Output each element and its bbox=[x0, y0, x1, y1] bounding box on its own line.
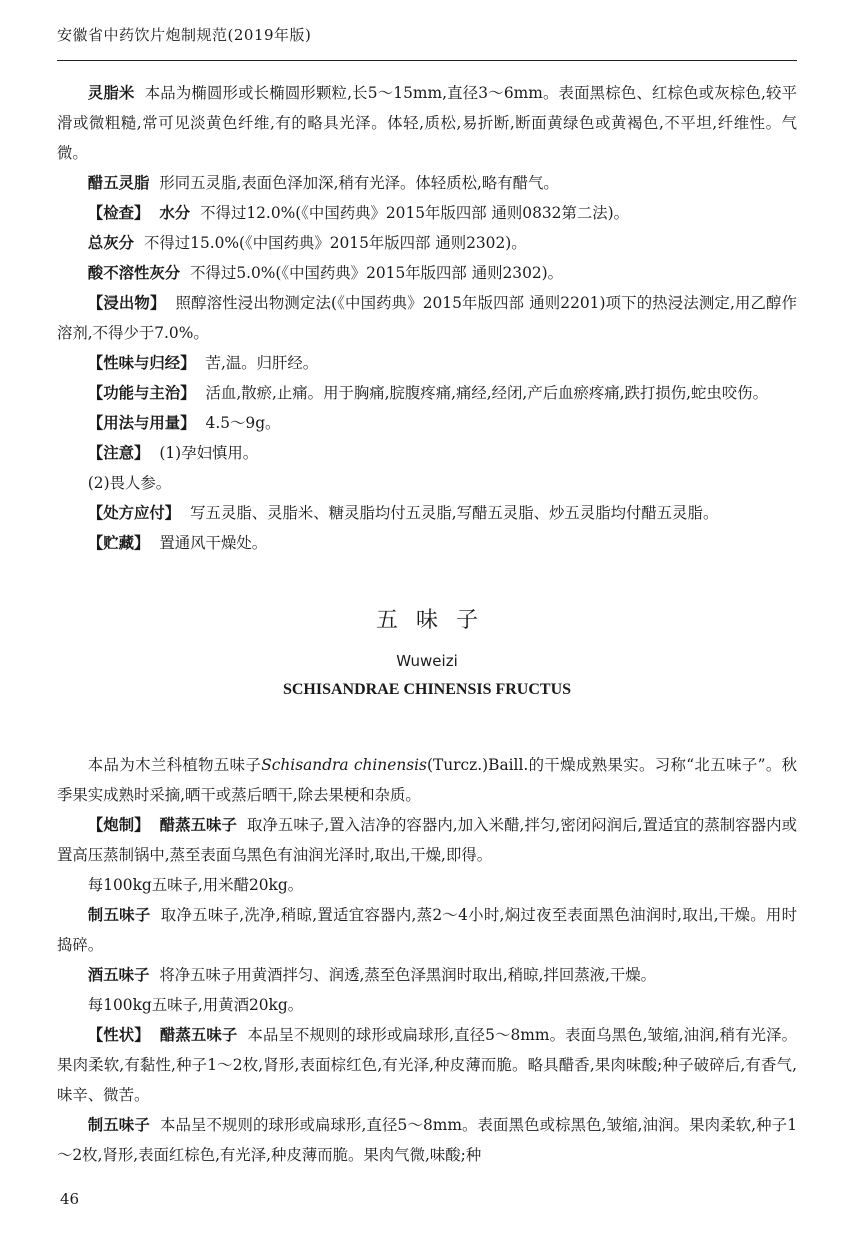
paragraph-text: 每100kg五味子,用黄酒20kg。 bbox=[87, 996, 304, 1014]
section-heading: 【性状】 bbox=[87, 1026, 150, 1044]
subsection-label: 制五味子 bbox=[87, 906, 151, 924]
subsection-label: 醋五灵脂 bbox=[87, 174, 150, 192]
paragraph bbox=[57, 1020, 797, 1110]
paragraph-text: (2)畏人参。 bbox=[87, 474, 172, 492]
header-rule bbox=[57, 60, 797, 61]
paragraph bbox=[57, 258, 797, 288]
paragraph-text: 取净五味子,洗净,稍晾,置适宜容器内,蒸2～4小时,焖过夜至表面黑色油润时,取出,干燥。用时捣碎。 bbox=[57, 906, 797, 954]
entry-latin-name: SCHISANDRAE CHINENSIS FRUCTUS bbox=[282, 681, 572, 698]
paragraph bbox=[57, 960, 797, 990]
paragraph bbox=[57, 78, 797, 168]
running-header: 安徽省中药饮片炮制规范(2019年版) bbox=[57, 26, 312, 44]
paragraph bbox=[57, 1110, 797, 1170]
subsection-label: 灵脂米 bbox=[87, 84, 135, 102]
paragraph bbox=[57, 198, 797, 228]
section-heading: 【贮藏】 bbox=[87, 534, 150, 552]
paragraph bbox=[57, 990, 797, 1020]
subsection-label: 醋蒸五味子 bbox=[159, 1026, 238, 1044]
paragraph bbox=[57, 750, 797, 810]
section-heading: 【用法与用量】 bbox=[87, 414, 196, 432]
paragraph-text: 取净五味子,置入洁净的容器内,加入米醋,拌匀,密闭闷润后,置适宜的蒸制容器内或置高压蒸制锅中,蒸至表面乌黑色有油润光泽时,取出,干燥,即得。 bbox=[57, 816, 797, 864]
paragraph-text: (1)孕妇慎用。 bbox=[159, 444, 259, 462]
paragraph bbox=[57, 288, 797, 348]
section-heading: 【浸出物】 bbox=[87, 294, 166, 312]
paragraph-text: 不得过5.0%(《中国药典》2015年版四部 通则2302)。 bbox=[190, 264, 564, 282]
paragraph-text: 每100kg五味子,用米醋20kg。 bbox=[87, 876, 304, 894]
subsection-label: 总灰分 bbox=[87, 234, 134, 252]
paragraph bbox=[57, 378, 797, 408]
entry-title: 五味子 bbox=[375, 608, 496, 633]
section-heading: 【功能与主治】 bbox=[87, 384, 196, 402]
section-heading: 【性味与归经】 bbox=[87, 354, 196, 372]
subsection-label: 制五味子 bbox=[87, 1116, 150, 1134]
section-heading: 【注意】 bbox=[87, 444, 150, 462]
paragraph bbox=[57, 528, 797, 558]
paragraph-text: 苦,温。归肝经。 bbox=[205, 354, 319, 372]
species-name: Schisandra chinensis bbox=[261, 756, 427, 774]
subsection-label: 酒五味子 bbox=[87, 966, 150, 984]
section-heading: 【炮制】 bbox=[87, 816, 150, 834]
paragraph-text: 写五灵脂、灵脂米、糖灵脂均付五灵脂,写醋五灵脂、炒五灵脂均付醋五灵脂。 bbox=[190, 504, 719, 522]
page-number: 46 bbox=[60, 1190, 80, 1208]
paragraph-text: 本品呈不规则的球形或扁球形,直径5～8mm。表面乌黑色,皱缩,油润,稍有光泽。果肉柔软,有黏性,种子1～2枚,肾形,表面棕红色,有光泽,种皮薄而脆。略具醋香,果肉味酸;种子破碎后,有香气,味辛、微苦。 bbox=[57, 1026, 797, 1104]
subsection-label: 酸不溶性灰分 bbox=[87, 264, 181, 282]
paragraph-text: 本品为木兰科植物五味子 bbox=[87, 756, 262, 774]
paragraph bbox=[57, 870, 797, 900]
paragraph bbox=[57, 810, 797, 870]
entry-title-block bbox=[57, 606, 797, 702]
paragraph-text: 本品呈不规则的球形或扁球形,直径5～8mm。表面黑色或棕黑色,皱缩,油润。果肉柔软,种子1～2枚,肾形,表面红棕色,有光泽,种皮薄而脆。果肉气微,味酸;种 bbox=[57, 1116, 797, 1164]
paragraph bbox=[57, 228, 797, 258]
paragraph-text: 不得过15.0%(《中国药典》2015年版四部 通则2302)。 bbox=[143, 234, 527, 252]
paragraph-text: 照醇溶性浸出物测定法(《中国药典》2015年版四部 通则2201)项下的热浸法测定,用乙醇作溶剂,不得少于7.0%。 bbox=[57, 294, 797, 342]
paragraph-text: 置通风干燥处。 bbox=[159, 534, 268, 552]
paragraph-text: 将净五味子用黄酒拌匀、润透,蒸至色泽黑润时取出,稍晾,拌回蒸液,干燥。 bbox=[159, 966, 657, 984]
paragraph bbox=[57, 900, 797, 960]
paragraph-text: 4.5～9g。 bbox=[205, 414, 281, 432]
paragraph bbox=[57, 408, 797, 438]
paragraph bbox=[57, 438, 797, 468]
entry-pinyin: Wuweizi bbox=[396, 652, 458, 670]
section-heading: 【处方应付】 bbox=[87, 504, 181, 522]
subsection-label: 醋蒸五味子 bbox=[159, 816, 237, 834]
paragraph-text: (Turcz.)Baill.的干燥成熟果实。习称“北五味子”。秋季果实成熟时采摘,晒干或蒸后晒干,除去果梗和杂质。 bbox=[57, 756, 797, 804]
paragraph bbox=[57, 498, 797, 528]
paragraph-text: 形同五灵脂,表面色泽加深,稍有光泽。体轻质松,略有醋气。 bbox=[159, 174, 559, 192]
paragraph-text: 不得过12.0%(《中国药典》2015年版四部 通则0832第二法)。 bbox=[200, 204, 630, 222]
section-heading: 【检查】 bbox=[87, 204, 150, 222]
paragraph bbox=[57, 468, 797, 498]
paragraph-text: 本品为椭圆形或长椭圆形颗粒,长5～15mm,直径3～6mm。表面黑棕色、红棕色或灰棕色,较平滑或微粗糙,常可见淡黄色纤维,有的略具光泽。体轻,质松,易折断,断面黄绿色或黄褐色,不平坦,纤维性。气微。 bbox=[57, 84, 797, 162]
paragraph bbox=[57, 168, 797, 198]
page-body bbox=[57, 78, 797, 1170]
paragraph-text: 活血,散瘀,止痛。用于胸痛,脘腹疼痛,痛经,经闭,产后血瘀疼痛,跌打损伤,蛇虫咬伤。 bbox=[205, 384, 768, 402]
paragraph bbox=[57, 348, 797, 378]
subsection-label: 水分 bbox=[159, 204, 191, 222]
